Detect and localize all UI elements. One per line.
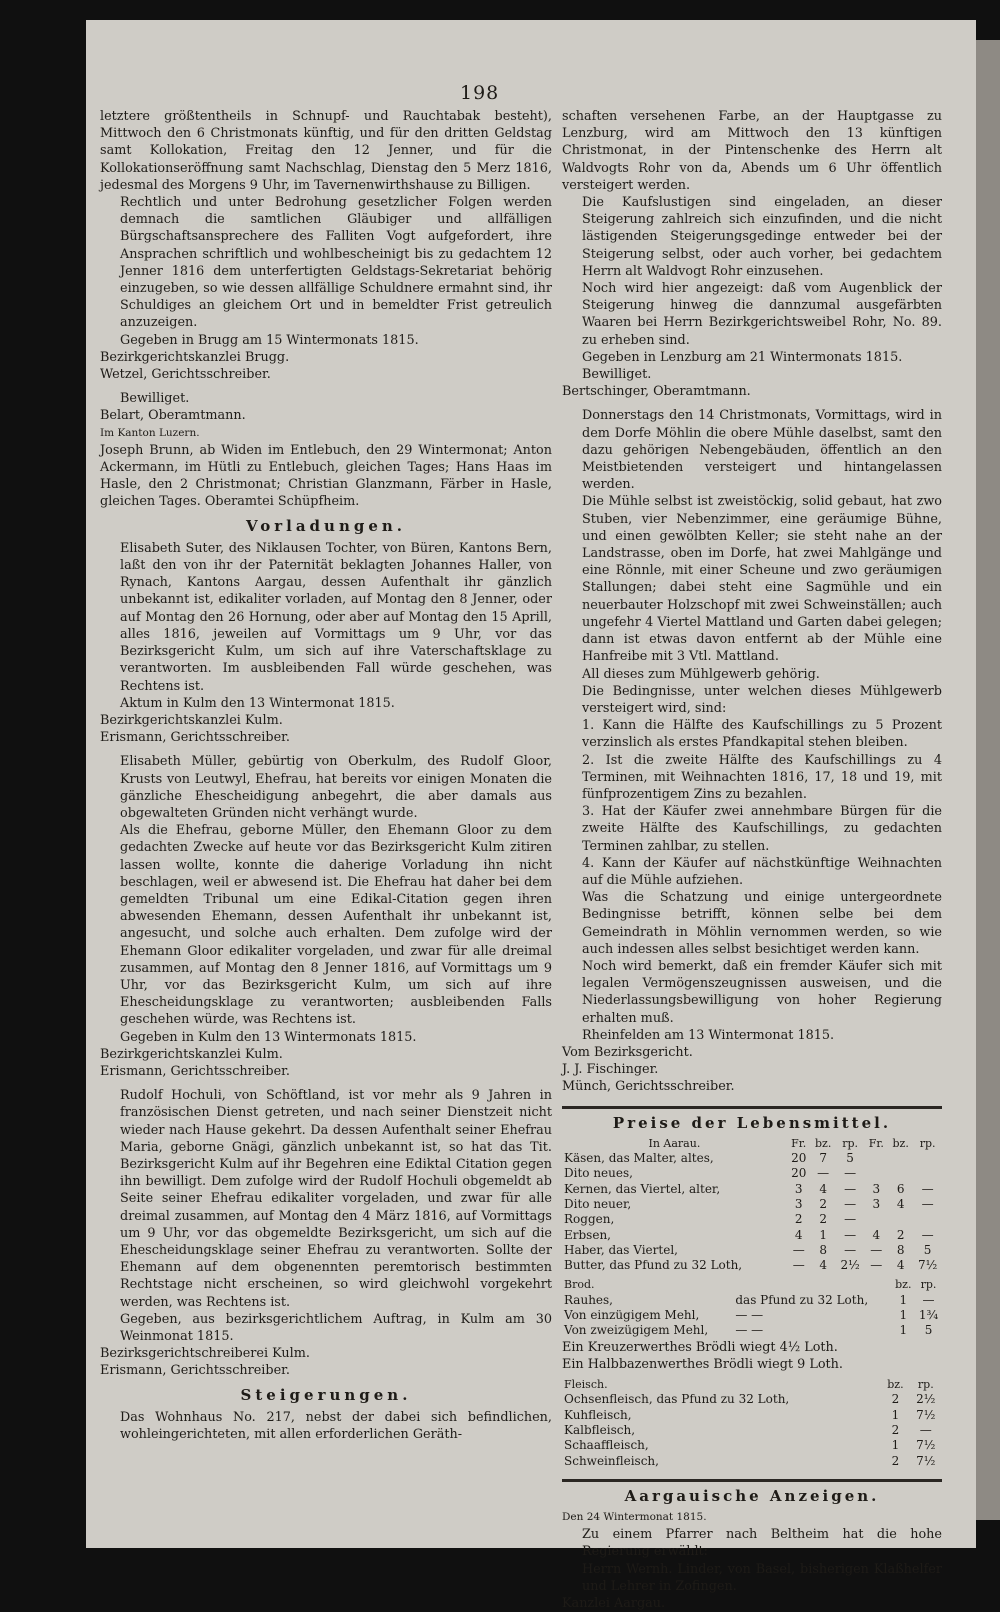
item-name: Kalbfleisch, <box>564 1422 636 1437</box>
date-line: Rheinfelden am 13 Wintermonat 1815. <box>582 1027 835 1043</box>
place-label: In Aarau. <box>648 1136 701 1150</box>
price-value: — <box>922 1292 935 1307</box>
price-value: 3 <box>794 1196 803 1211</box>
text-paragraph: Donnerstags den 14 Christmonats, Vormittags, wird in dem Dorfe Möhlin die obere Mühle daselbst, samt den dazu gehörigen Nebengebäuden, öffentlich an den Meistbietenden versteigert und hintangelassen werden. <box>582 408 942 493</box>
meat-row <box>562 1438 942 1453</box>
meat-row <box>562 1454 942 1469</box>
unit-header: rp. <box>919 1136 936 1150</box>
bread-note: Ein Kreuzerwerthes Brödli wiegt 4½ Loth. <box>562 1339 838 1355</box>
price-value: 2½ <box>840 1258 860 1273</box>
price-value: — <box>844 1181 857 1196</box>
unit-header: Fr. <box>791 1136 807 1150</box>
item-name: Rauhes, <box>564 1292 613 1307</box>
price-value: 2½ <box>916 1392 936 1407</box>
text-paragraph: Herrn Wernh. Linder, von Basel, bisherigen Klaßhelfer und Lehrer in Zofingen. <box>582 1561 942 1594</box>
bread-row <box>562 1308 942 1323</box>
price-value: 4 <box>794 1227 803 1242</box>
meat-row <box>562 1392 942 1407</box>
item-unit: — — <box>735 1308 764 1323</box>
price-row <box>562 1182 942 1197</box>
meat-label: Fleisch. <box>564 1378 608 1392</box>
price-value <box>888 1166 913 1181</box>
condition-item: 3. Hat der Käufer zwei annehmbare Bürgen für die zweite Hälfte des Kaufschillings, zu gedachten Terminen zahlbar, zu stellen. <box>582 804 942 854</box>
price-value: 2 <box>891 1453 900 1468</box>
date-line: Gegeben in Lenzburg am 21 Wintermonats 1815. <box>582 349 903 365</box>
price-value: — <box>921 1196 934 1211</box>
price-value: 5 <box>924 1323 933 1338</box>
unit-header: bz. <box>895 1278 912 1292</box>
bread-table <box>562 1277 942 1338</box>
bread-label: Brod. <box>564 1278 595 1292</box>
item-name: Butter, das Pfund zu 32 Loth, <box>564 1258 743 1273</box>
text-paragraph: Rechtlich und unter Bedrohung gesetzlicher Folgen werden demnach die samtlichen Gläubiger und allfälligen Bürgschaftsansprechere des Falliten Vogt aufgefordert, ihre Ansprachen schriftlich und wohlbescheinigt bis zu gedachtem 12 Jenner 1816 dem unterfertigten Geldstags-Sekretariat behörig einzugeben, so wie dessen allfällige Schuldnere ermahnt sind, ihr Schuldiges an gleichem Ort und in bemeldter Frist getreulich anzuzeigen. <box>120 195 552 331</box>
text-paragraph: Elisabeth Müller, gebürtig von Oberkulm, des Rudolf Gloor, Krusts von Leutwyl, Ehefrau, hat bereits vor einigen Monaten die gänzliche Ehescheidigung anbegehrt, die aber damals aus obgewalteten Gründen nicht verhängt wurde. <box>120 754 552 821</box>
signature-line: Kanzlei Aargau. <box>562 1596 666 1612</box>
price-value: 6 <box>896 1181 905 1196</box>
prices-table <box>562 1136 942 1274</box>
price-value: 2 <box>891 1422 900 1437</box>
price-value: 2 <box>891 1392 900 1407</box>
price-value: — <box>844 1242 857 1257</box>
price-value: 1 <box>891 1407 900 1422</box>
date-line: Gegeben, aus bezirksgerichtlichem Auftrag, in Kulm am 30 Weinmonat 1815. <box>120 1311 552 1345</box>
unit-header: bz. <box>887 1378 904 1392</box>
unit-header: rp. <box>842 1136 858 1150</box>
price-value: 5 <box>846 1151 854 1166</box>
price-value <box>864 1212 888 1227</box>
date-line: Aktum in Kulm den 13 Wintermonat 1815. <box>120 695 395 711</box>
price-value: — <box>919 1422 932 1437</box>
price-value: 3 <box>872 1181 881 1196</box>
price-value <box>913 1212 942 1227</box>
price-value: 4 <box>819 1258 827 1273</box>
price-value: 7½ <box>916 1438 936 1453</box>
text-paragraph: Das Wohnhaus No. 217, nebst der dabei sich befindlichen, wohleingerichteten, mit allen erforderlichen Geräth- <box>120 1409 552 1443</box>
text-paragraph: All dieses zum Mühlgewerb gehörig. <box>582 666 820 682</box>
price-row <box>562 1228 942 1243</box>
item-unit: das Pfund zu 32 Loth, <box>735 1292 869 1307</box>
approval-line: Bewilliget. <box>120 391 190 407</box>
price-value: 4 <box>896 1258 905 1273</box>
text-paragraph: Als die Ehefrau, geborne Müller, den Ehemann Gloor zu dem gedachten Zwecke auf heute vor das Bezirksgericht Kulm zitiren lassen wollte, konnte die daherige Vorladung ihn nicht beschlagen, weil er abwesend ist. Die Ehefrau hat daher bei dem gemeldten Tribunal um eine Edikal-Citation gegen ihren abwesenden Ehemann, dessen Aufenthalt ihr unbekannt ist, angesucht, und solche auch erhalten. Dem zufolge wird der Ehemann Gloor edikaliter vorgeladen, und zwar für alle dreimal zusammen, auf Montag den 8 Jenner 1816, auf Vormittags um 9 Uhr, vor das Bezirksgericht Kulm, um sich auf ihre Ehescheidungsklage zu verantworten; ausbleibenden Falls geschehen würde, was Rechtens ist. <box>120 823 552 1028</box>
price-value <box>913 1151 942 1166</box>
price-value: 2 <box>819 1212 827 1227</box>
price-row <box>562 1166 942 1181</box>
unit-header: Fr. <box>868 1136 884 1150</box>
price-value: — <box>844 1166 857 1181</box>
price-value: 1 <box>899 1323 908 1338</box>
signature-line: Erismann, Gerichtsschreiber. <box>100 1363 290 1379</box>
price-value: 3 <box>872 1196 881 1211</box>
signature-line: Bezirkgerichtskanzlei Brugg. <box>100 349 290 365</box>
price-value: 7½ <box>916 1453 936 1468</box>
item-name: Erbsen, <box>564 1227 611 1242</box>
text-paragraph: Was die Schatzung und einige untergeordnete Bedingnisse betrifft, können selbe bei dem Gemeindrath in Möhlin vernommen werden, so wie auch indessen alles selbst besichtiget werden kann. <box>582 890 942 957</box>
signature-line: Bezirkgerichtskanzlei Kulm. <box>100 712 283 728</box>
bread-row <box>562 1323 942 1338</box>
meat-row <box>562 1408 942 1423</box>
price-value: 20 <box>791 1151 807 1166</box>
price-value: — <box>921 1181 934 1196</box>
price-row <box>562 1197 942 1212</box>
date-line: Gegeben in Brugg am 15 Wintermonats 1815. <box>120 332 419 348</box>
item-name: Roggen, <box>564 1212 615 1227</box>
price-value <box>913 1166 942 1181</box>
text-paragraph: schaften versehenen Farbe, an der Hauptgasse zu Lenzburg, wird am Mittwoch den 13 künftigen Christmonat, in der Pintenschenke des Herrn alt Waldvogts Rohr von da, Abends um 6 Uhr öffentlich versteigert werden. <box>562 109 942 193</box>
price-row <box>562 1151 942 1166</box>
text-paragraph: Zu einem Pfarrer nach Beltheim hat die hohe Regierung erwählt: <box>582 1527 942 1560</box>
price-value: 1 <box>899 1308 908 1323</box>
spacer-cell <box>733 1277 891 1292</box>
price-value: 2 <box>794 1212 803 1227</box>
unit-header: bz. <box>892 1136 909 1150</box>
section-heading-vorladungen: Vorladungen. <box>245 516 407 535</box>
price-value <box>864 1151 888 1166</box>
signature-line: Erismann, Gerichtsschreiber. <box>100 1063 290 1079</box>
price-value <box>888 1212 913 1227</box>
aargau-date: Den 24 Wintermonat 1815. <box>562 1511 707 1524</box>
price-value: 4 <box>872 1227 881 1242</box>
price-value: — <box>792 1258 805 1273</box>
adjacent-page-edge <box>976 40 1000 1520</box>
official-line: Belart, Oberamtmann. <box>100 408 246 424</box>
meat-header-row <box>562 1377 942 1392</box>
divider <box>562 1479 942 1482</box>
price-value: — <box>844 1212 857 1227</box>
item-name: Schaaffleisch, <box>564 1438 649 1453</box>
left-column <box>100 108 552 1443</box>
price-value: 4 <box>819 1181 827 1196</box>
item-name: Ochsenfleisch, das Pfund zu 32 Loth, <box>564 1392 790 1407</box>
item-name: Dito neuer, <box>564 1196 632 1211</box>
item-name: Von zweizügigem Mehl, <box>564 1323 709 1338</box>
price-value: 7 <box>819 1151 827 1166</box>
text-paragraph: Noch wird hier angezeigt: daß vom Augenblick der Steigerung hinweg die dannzumal ausgefärbten Waaren bei Herrn Bezirkgerichtsweibel Rohr, No. 89. zu erheben sind. <box>582 281 942 348</box>
price-value: 5 <box>923 1242 932 1257</box>
date-line: Gegeben in Kulm den 13 Wintermonats 1815. <box>120 1029 417 1045</box>
text-paragraph: Die Kaufslustigen sind eingeladen, an dieser Steigerung zahlreich sich einzufinden, und die nicht lästigenden Steigerungsgedinge entweder bei der Steigerung selbst, oder auch vorher, bei gedachtem Herrn alt Waldvogt Rohr einzusehen. <box>582 195 942 279</box>
item-name: Kuhfleisch, <box>564 1407 632 1422</box>
price-value: 7½ <box>916 1407 936 1422</box>
signature-line: J. J. Fischinger. <box>562 1062 659 1078</box>
price-value: 8 <box>819 1242 827 1257</box>
price-value: 7½ <box>917 1258 938 1273</box>
price-value: — <box>844 1196 857 1211</box>
price-value: 2 <box>819 1196 827 1211</box>
price-value: — <box>792 1242 805 1257</box>
page-number: 198 <box>460 82 500 104</box>
signature-line: Münch, Gerichtsschreiber. <box>562 1079 735 1095</box>
bread-row <box>562 1293 942 1308</box>
price-value: 1 <box>819 1227 827 1242</box>
price-value: — <box>817 1166 830 1181</box>
prices-header-row <box>562 1136 942 1151</box>
unit-header: rp. <box>920 1278 937 1292</box>
condition-item: 2. Ist die zweite Hälfte des Kaufschillings zu 4 Terminen, mit Weihnachten 1816, 17, 18 und 19, mit fünfprozentigem Zins zu bezahlen. <box>582 752 942 802</box>
price-value: — <box>921 1227 934 1242</box>
price-value: — <box>844 1227 857 1242</box>
official-line: Bertschinger, Oberamtmann. <box>562 384 751 400</box>
price-row <box>562 1258 942 1273</box>
aargau-title: Aargauische Anzeigen. <box>624 1486 880 1505</box>
signature-line: Vom Bezirksgericht. <box>562 1044 693 1060</box>
condition-item: 1. Kann die Hälfte des Kaufschillings zu 5 Prozent verzinslich als erstes Pfandkapital stehen bleiben. <box>582 718 942 751</box>
signature-line: Bezirksgerichtschreiberei Kulm. <box>100 1346 310 1362</box>
price-value: 3 <box>794 1181 803 1196</box>
text-paragraph: Noch wird bemerkt, daß ein fremder Käufer sich mit legalen Vermögenszeugnissen ausweisen, und die Niederlassungsbewilligung von hoher Regierung erhalten muß. <box>582 958 942 1026</box>
signature-line: Bezirkgerichtskanzlei Kulm. <box>100 1046 283 1062</box>
right-column <box>562 108 942 1612</box>
price-value: 2 <box>896 1227 905 1242</box>
signature-line: Erismann, Gerichtsschreiber. <box>100 730 290 746</box>
price-row <box>562 1212 942 1227</box>
item-name: Kernen, das Viertel, alter, <box>564 1181 721 1196</box>
section-heading-steigerungen: Steigerungen. <box>240 1385 412 1404</box>
price-value <box>888 1151 913 1166</box>
text-paragraph: Rudolf Hochuli, von Schöftland, ist vor mehr als 9 Jahren in französischen Dienst getreten, und nach seiner Dienstzeit nicht wieder nach Hause gekehrt. Da dessen Aufenthalt seiner Ehefrau Maria, geborne Gnägi, gänzlich unbekannt ist, so hat das Tit. Bezirksgericht Kulm auf ihr Begehren eine Ediktal Citation gegen ihn bewilligt. Dem zufolge wird der Rudolf Hochuli obgemeldt ab Seite seiner Ehefrau edikaliter vorgeladen, und zwar für alle dreimal zusammen, auf Montag den 4 März 1816, auf Vormittags um 9 Uhr, vor das obgemeldte Bezirksgericht, um sich auf die Ehescheidungsklage seiner Ehefrau zu verantworten. Sollte der Ehemann auf dem obgenennten peremtorisch bestimmten Rechtstage nicht erscheinen, so wird gleichwohl vorgekehrt werden, was Rechtens ist. <box>120 1088 552 1310</box>
condition-item: 4. Kann der Käufer auf nächstkünftige Weihnachten auf die Mühle aufziehen. <box>582 855 942 888</box>
meat-row <box>562 1423 942 1438</box>
price-value: 4 <box>896 1196 905 1211</box>
text-paragraph: letztere größtentheils in Schnupf- und Rauchtabak besteht), Mittwoch den 6 Christmonats künftig, und für den dritten Geldstag samt Kollokation, Freitag den 12 Jenner, und für die Kollokationseröffnung samt Nachschlag, Dienstag den 5 Merz 1816, jedesmal des Morgens 9 Uhr, im Tavernenwirthshause zu Billigen. <box>100 109 552 193</box>
price-row <box>562 1243 942 1258</box>
price-value: 1¾ <box>918 1308 939 1323</box>
prices-title: Preise der Lebensmittel. <box>612 1113 892 1132</box>
price-value: 20 <box>791 1166 807 1181</box>
item-name: Schweinfleisch, <box>564 1453 659 1468</box>
item-name: Von einzügigem Mehl, <box>564 1308 700 1323</box>
text-paragraph: Elisabeth Suter, des Niklausen Tochter, von Büren, Kantons Bern, laßt den von ihr der Paternität beklagten Johannes Haller, von Rynach, Kantons Aargau, dessen Aufenthalt ihr gänzlich unbekannt ist, edikaliter vorladen, auf Montag den 8 Jenner, oder auf Montag den 26 Hornung, oder aber auf Montag den 15 Aprill, alles 1816, jeweilen auf Vormittags um 9 Uhr, vor das Bezirksgericht Kulm, um sich auf ihre Vaterschaftsklage zu verantworten. Im ausbleibenden Fall würde geschehen, was Rechtens ist. <box>120 540 552 694</box>
price-value: 8 <box>896 1242 905 1257</box>
unit-header: rp. <box>917 1378 934 1392</box>
bread-note: Ein Halbbazenwerthes Brödli wiegt 9 Loth. <box>562 1356 843 1372</box>
bread-header-row <box>562 1277 942 1292</box>
price-value: 1 <box>899 1292 908 1307</box>
item-name: Käsen, das Malter, altes, <box>564 1151 714 1166</box>
text-paragraph: Joseph Brunn, ab Widen im Entlebuch, den 29 Wintermonat; Anton Ackermann, im Hütli zu Entlebuch, gleichen Tages; Hans Haas im Hasle, den 2 Christmonat; Christian Glanzmann, Färber in Hasle, gleichen Tages. Oberamtei Schüpfheim. <box>100 442 552 510</box>
text-paragraph: Die Mühle selbst ist zweistöckig, solid gebaut, hat zwo Stuben, vier Nebenzimmer, eine geräumige Bühne, und einen gewölbten Keller; sie steht nahe an der Landstrasse, oben im Dorfe, hat zwei Mahlgänge und eine Rönnle, mit einer Scheune und zwo geräumigen Stallungen; dabei steht eine Sagmühle und ein neuerbauter Holzschopf mit zwei Schweinställen; auch ungefehr 4 Viertel Mattland und Garten dabei gelegen; dann ist etwas davon entfernt ab der Mühle eine Hanfreibe mit 3 Vtl. Mattland. <box>582 494 942 665</box>
meat-table <box>562 1377 942 1469</box>
price-value <box>864 1166 888 1181</box>
divider <box>562 1106 942 1109</box>
price-value: — <box>870 1242 883 1257</box>
unit-header: bz. <box>815 1136 832 1150</box>
item-unit: — — <box>735 1323 764 1338</box>
approval-line: Bewilliget. <box>582 367 652 383</box>
text-paragraph: Die Bedingnisse, unter welchen dieses Mühlgewerb versteigert wird, sind: <box>582 683 942 716</box>
price-value: 1 <box>891 1438 900 1453</box>
item-name: Dito neues, <box>564 1166 633 1181</box>
canton-heading: Im Kanton Luzern. <box>100 426 200 439</box>
item-name: Haber, das Viertel, <box>564 1242 678 1257</box>
price-value: — <box>870 1258 883 1273</box>
signature-line: Wetzel, Gerichtsschreiber. <box>100 367 271 383</box>
